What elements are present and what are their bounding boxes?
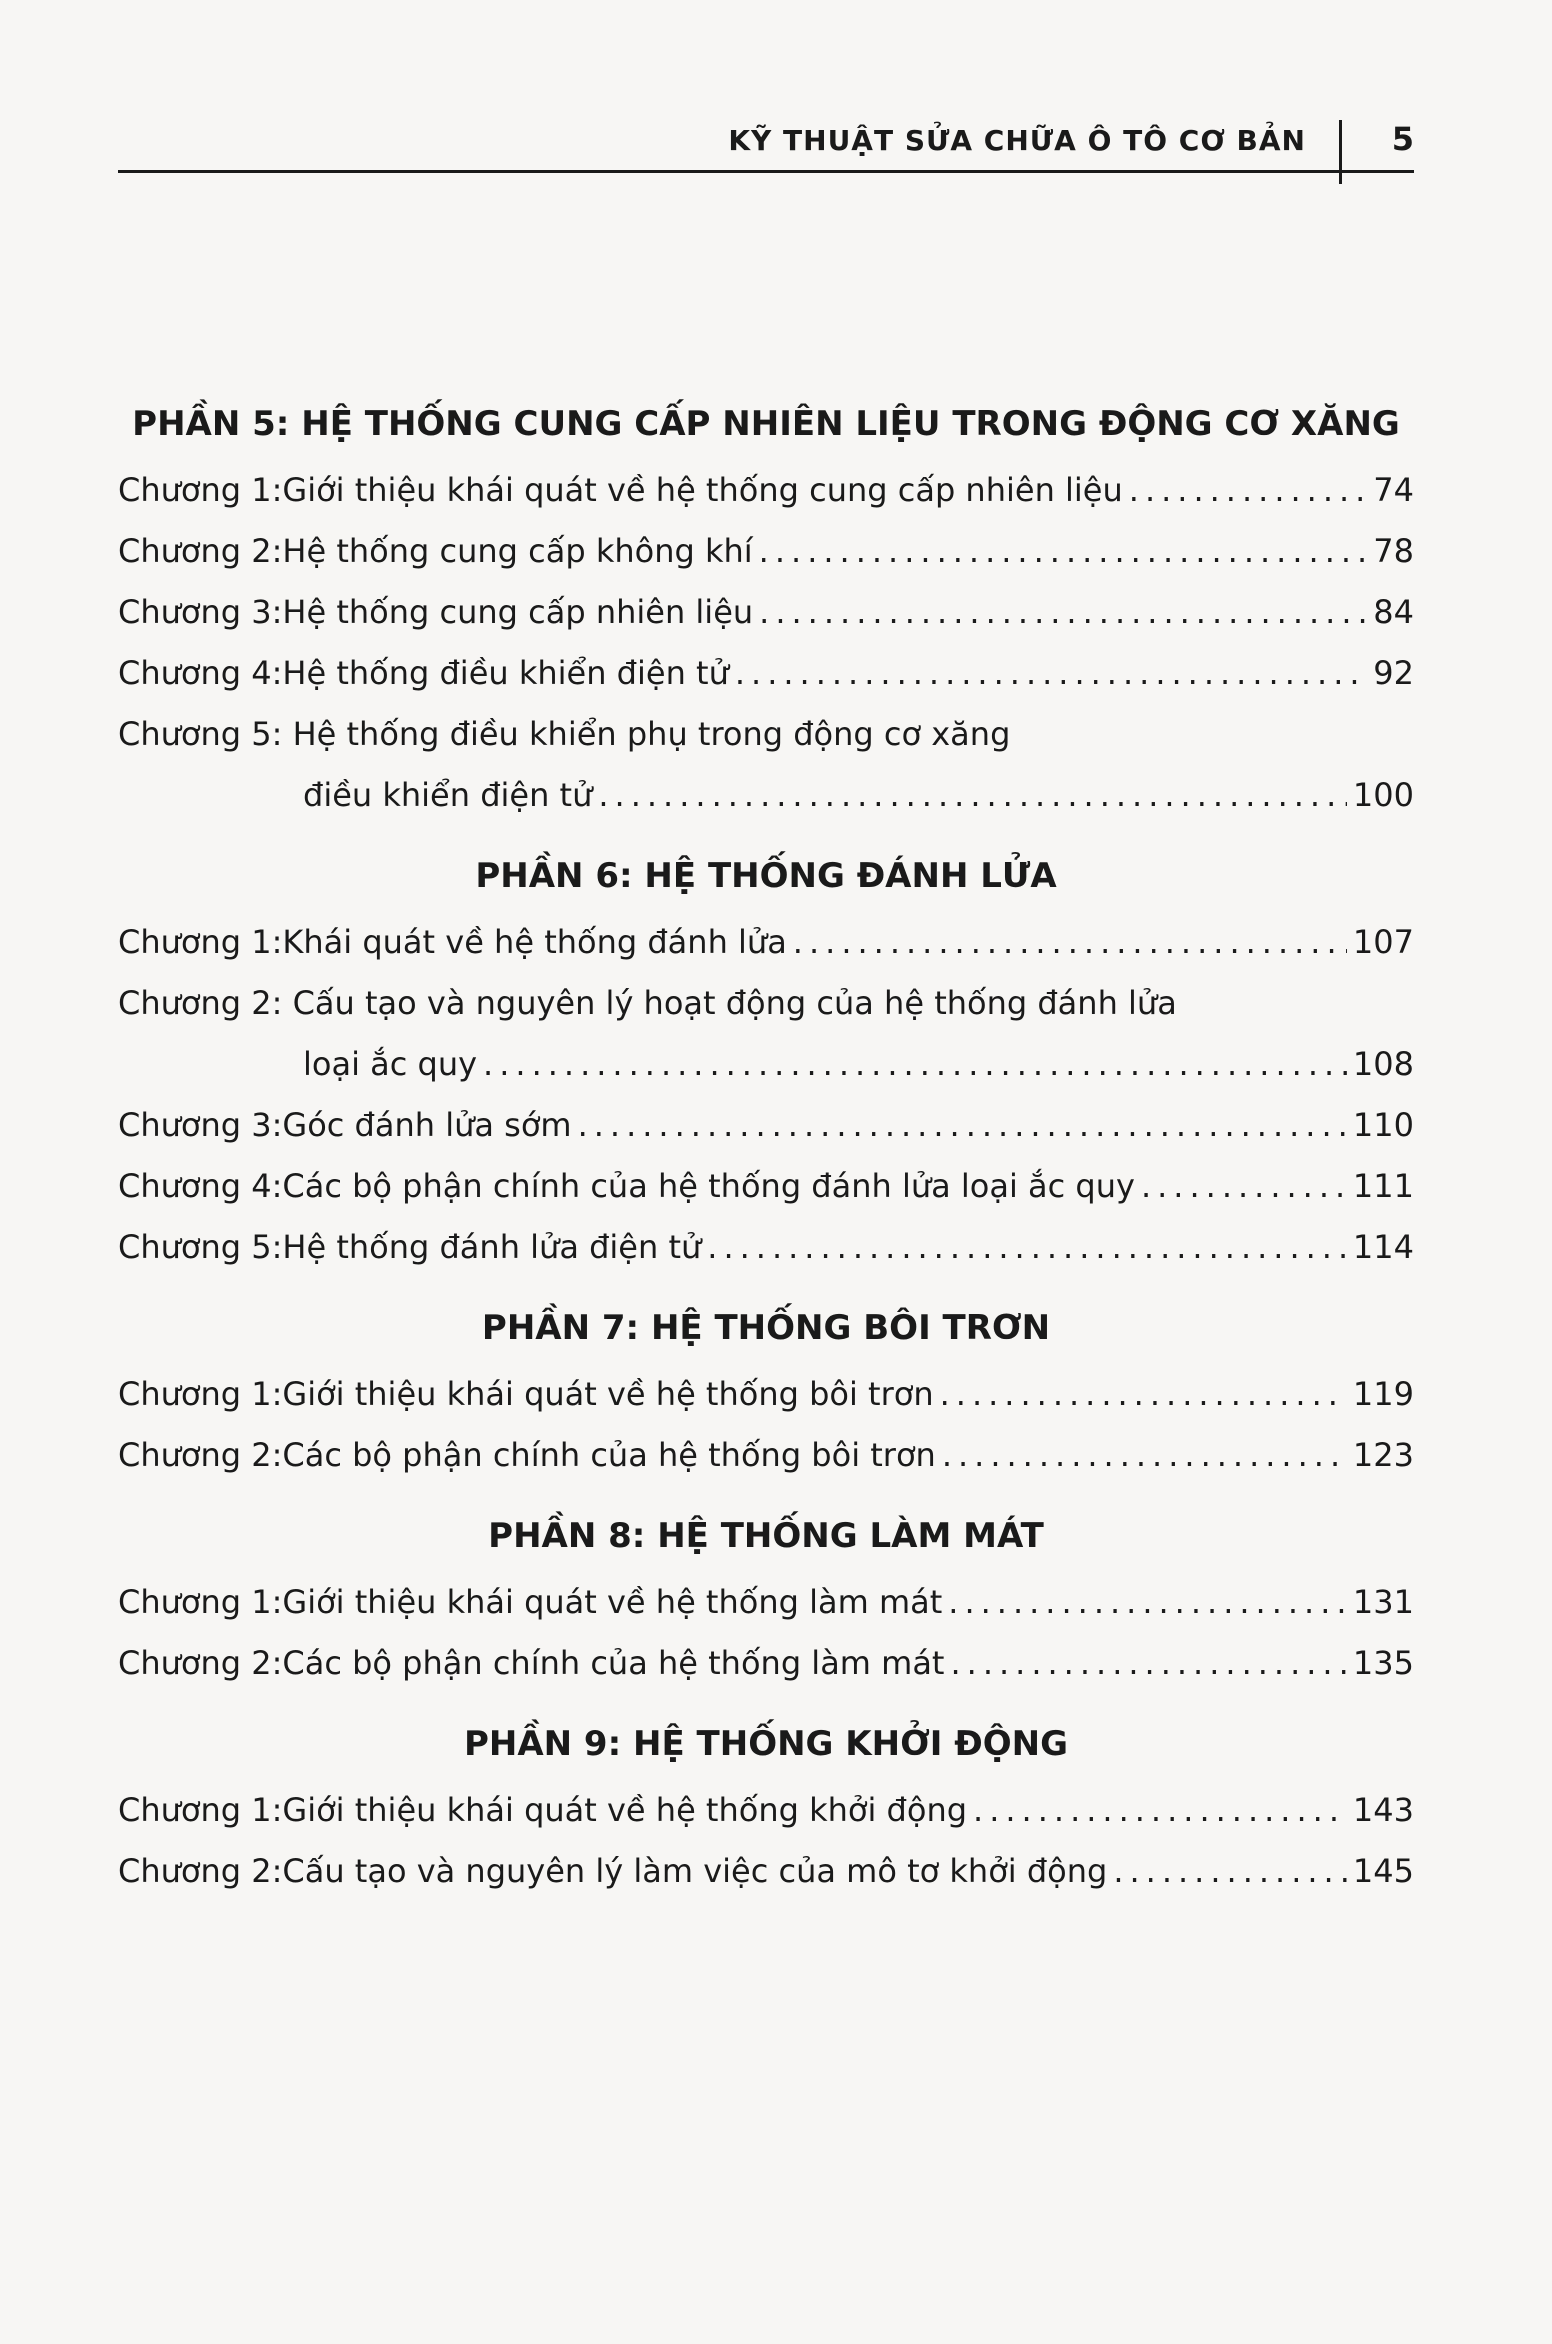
chapter-page: 92 xyxy=(1373,654,1414,692)
toc-part xyxy=(118,1720,1414,1902)
toc-part xyxy=(118,1512,1414,1694)
dot-leader xyxy=(759,582,1367,643)
dot-leader xyxy=(950,1633,1346,1694)
toc-entry[interactable] xyxy=(118,460,1414,521)
page-number: 5 xyxy=(1391,120,1414,158)
chapter-title: Cấu tạo và nguyên lý hoạt động của hệ thống đánh lửa xyxy=(292,984,1177,1022)
toc-entry[interactable] xyxy=(118,912,1414,973)
dot-leader xyxy=(578,1095,1347,1156)
chapter-title: Các bộ phận chính của hệ thống làm mát xyxy=(282,1644,945,1682)
toc-part xyxy=(118,852,1414,1278)
chapter-page: 111 xyxy=(1352,1167,1414,1205)
chapter-label: Chương 5: xyxy=(118,1228,283,1266)
chapter-page: 108 xyxy=(1352,1045,1414,1083)
book-title: KỸ THUẬT SỬA CHỮA Ô TÔ CƠ BẢN xyxy=(728,124,1306,157)
chapter-title: Hệ thống điều khiển phụ trong động cơ xăng xyxy=(292,715,1011,753)
dot-leader xyxy=(759,521,1368,582)
chapter-title: Giới thiệu khái quát về hệ thống cung cấp nhiên liệu xyxy=(282,471,1123,509)
part-title: PHẦN 9: HỆ THỐNG KHỞI ĐỘNG xyxy=(463,1724,1069,1764)
part-title: PHẦN 7: HỆ THỐNG BÔI TRƠN xyxy=(481,1308,1051,1348)
dot-leader xyxy=(598,765,1347,826)
toc-entry[interactable] xyxy=(118,1780,1414,1841)
chapter-title-continued: điều khiển điện tử xyxy=(303,776,593,814)
chapter-title: Cấu tạo và nguyên lý làm việc của mô tơ khởi động xyxy=(282,1852,1108,1890)
chapter-page: 131 xyxy=(1352,1583,1414,1621)
chapter-label: Chương 2: xyxy=(118,1644,283,1682)
chapter-label: Chương 4: xyxy=(118,1167,283,1205)
header-rule xyxy=(118,170,1414,173)
toc-part xyxy=(118,1304,1414,1486)
toc-part xyxy=(118,400,1414,826)
chapter-page: 145 xyxy=(1352,1852,1414,1890)
chapter-page: 74 xyxy=(1373,471,1414,509)
toc-entry[interactable] xyxy=(118,704,1414,826)
chapter-title: Giới thiệu khái quát về hệ thống làm mát xyxy=(282,1583,943,1621)
chapter-title: Giới thiệu khái quát về hệ thống bôi trơn xyxy=(282,1375,934,1413)
part-title: PHẦN 6: HỆ THỐNG ĐÁNH LỬA xyxy=(475,856,1057,896)
chapter-label: Chương 3: xyxy=(118,593,283,631)
dot-leader xyxy=(942,1425,1347,1486)
toc-entry[interactable] xyxy=(118,1572,1414,1633)
running-header xyxy=(118,118,1414,174)
dot-leader xyxy=(707,1217,1347,1278)
chapter-page: 119 xyxy=(1352,1375,1414,1413)
dot-leader xyxy=(735,643,1367,704)
chapter-label: Chương 1: xyxy=(118,1375,283,1413)
toc-entry[interactable] xyxy=(118,1425,1414,1486)
chapter-title: Hệ thống đánh lửa điện tử xyxy=(282,1228,702,1266)
dot-leader xyxy=(793,912,1347,973)
chapter-label: Chương 2: xyxy=(118,984,293,1022)
chapter-label: Chương 1: xyxy=(118,923,283,961)
chapter-label: Chương 4: xyxy=(118,654,283,692)
chapter-title: Khái quát về hệ thống đánh lửa xyxy=(282,923,787,961)
chapter-label: Chương 2: xyxy=(118,1852,283,1890)
chapter-title: Các bộ phận chính của hệ thống đánh lửa loại ắc quy xyxy=(282,1167,1135,1205)
table-of-contents xyxy=(118,400,1414,1928)
toc-entry[interactable] xyxy=(118,1156,1414,1217)
chapter-page: 110 xyxy=(1352,1106,1414,1144)
chapter-title: Giới thiệu khái quát về hệ thống khởi động xyxy=(282,1791,968,1829)
chapter-title: Hệ thống cung cấp không khí xyxy=(282,532,753,570)
chapter-label: Chương 3: xyxy=(118,1106,283,1144)
toc-entry[interactable] xyxy=(118,521,1414,582)
chapter-page: 84 xyxy=(1373,593,1414,631)
chapter-title-continued: loại ắc quy xyxy=(303,1045,478,1083)
chapter-page: 143 xyxy=(1352,1791,1414,1829)
dot-leader xyxy=(940,1364,1347,1425)
toc-entry[interactable] xyxy=(118,1633,1414,1694)
chapter-label: Chương 1: xyxy=(118,471,283,509)
header-separator xyxy=(1339,120,1342,184)
toc-entry[interactable] xyxy=(118,1841,1414,1902)
chapter-page: 78 xyxy=(1373,532,1414,570)
chapter-title: Góc đánh lửa sớm xyxy=(282,1106,572,1144)
chapter-title: Hệ thống điều khiển điện tử xyxy=(282,654,729,692)
part-title: PHẦN 8: HỆ THỐNG LÀM MÁT xyxy=(488,1516,1044,1556)
toc-entry[interactable] xyxy=(118,643,1414,704)
part-title: PHẦN 5: HỆ THỐNG CUNG CẤP NHIÊN LIỆU TRONG ĐỘNG CƠ XĂNG xyxy=(132,404,1400,444)
dot-leader xyxy=(1141,1156,1347,1217)
chapter-page: 123 xyxy=(1352,1436,1414,1474)
toc-entry[interactable] xyxy=(118,1217,1414,1278)
dot-leader xyxy=(948,1572,1347,1633)
toc-entry[interactable] xyxy=(118,1364,1414,1425)
dot-leader xyxy=(483,1034,1347,1095)
toc-entry[interactable] xyxy=(118,1095,1414,1156)
chapter-label: Chương 2: xyxy=(118,1436,283,1474)
toc-entry[interactable] xyxy=(118,582,1414,643)
chapter-label: Chương 5: xyxy=(118,715,293,753)
chapter-page: 114 xyxy=(1352,1228,1414,1266)
toc-entry[interactable] xyxy=(118,973,1414,1095)
chapter-title: Hệ thống cung cấp nhiên liệu xyxy=(282,593,754,631)
dot-leader xyxy=(1113,1841,1347,1902)
chapter-page: 100 xyxy=(1352,776,1414,814)
chapter-label: Chương 1: xyxy=(118,1791,283,1829)
chapter-page: 135 xyxy=(1352,1644,1414,1682)
chapter-page: 107 xyxy=(1352,923,1414,961)
chapter-label: Chương 2: xyxy=(118,532,283,570)
dot-leader xyxy=(1129,460,1368,521)
dot-leader xyxy=(973,1780,1347,1841)
chapter-title: Các bộ phận chính của hệ thống bôi trơn xyxy=(282,1436,936,1474)
chapter-label: Chương 1: xyxy=(118,1583,283,1621)
